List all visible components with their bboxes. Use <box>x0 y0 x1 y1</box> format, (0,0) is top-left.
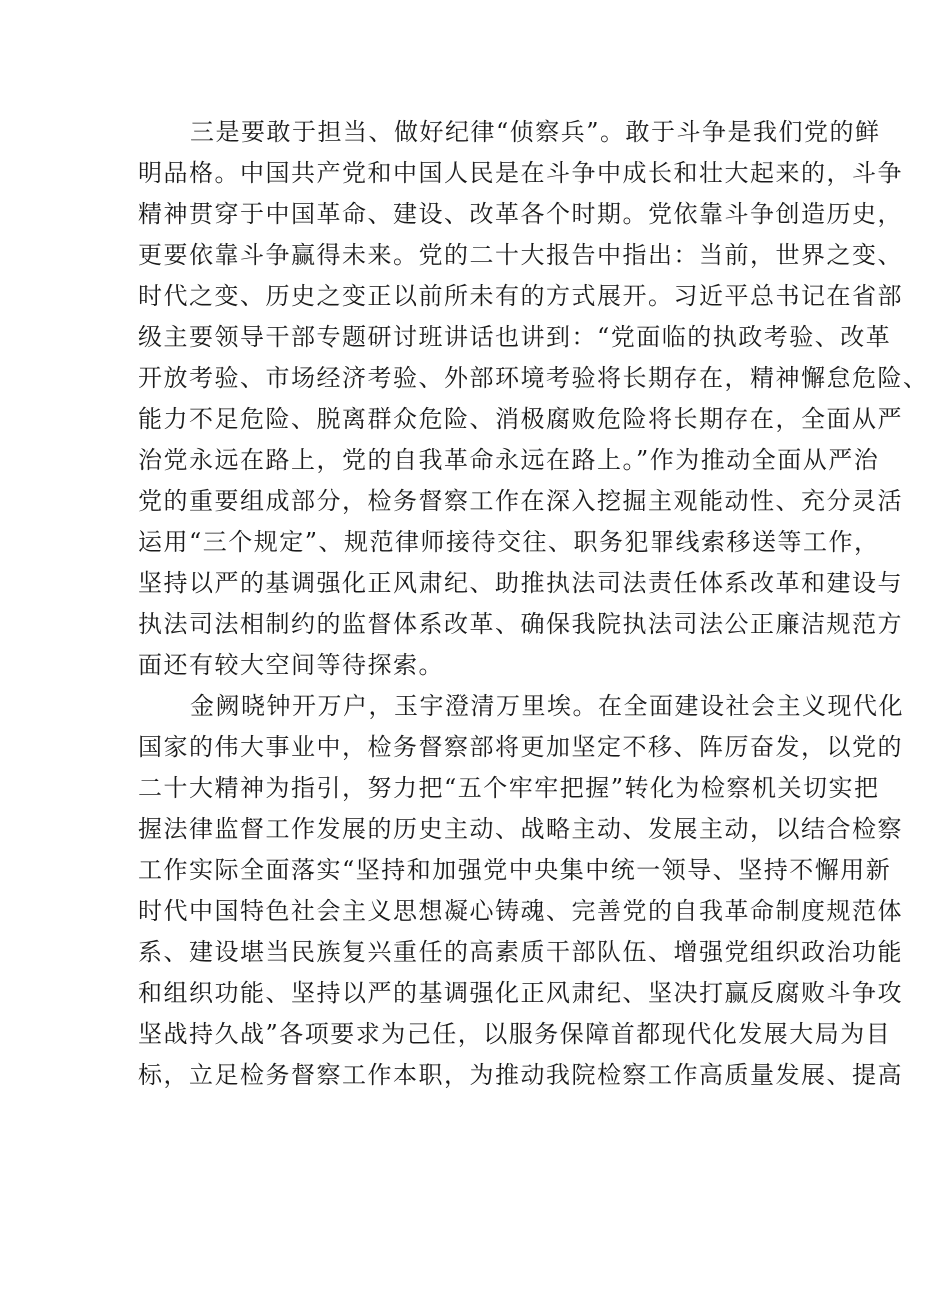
text-line: 明品格。中国共产党和中国人民是在斗争中成长和壮大起来的，斗争 <box>138 159 903 187</box>
text-line: 握法律监督工作发展的历史主动、战略主动、发展主动，以结合检察 <box>138 815 903 843</box>
text-line: 开放考验、市场经济考验、外部环境考验将长期存在，精神懈怠危险、 <box>138 364 929 392</box>
paragraph-2 <box>138 686 904 1096</box>
text-line: 坚持以严的基调强化正风肃纪、助推执法司法责任体系改革和建设与 <box>138 569 903 597</box>
text-line: 工作实际全面落实“坚持和加强党中央集中统一领导、坚持不懈用新 <box>138 856 892 884</box>
text-line: 国家的伟大事业中，检务督察部将更加坚定不移、阵厉奋发，以党的 <box>138 733 903 761</box>
text-line: 级主要领导干部专题研讨班讲话也讲到：“党面临的执政考验、改革 <box>138 323 892 351</box>
text-line: 能力不足危险、脱离群众危险、消极腐败危险将长期存在，全面从严 <box>138 405 903 433</box>
text-line: 精神贯穿于中国革命、建设、改革各个时期。党依靠斗争创造历史， <box>138 200 903 228</box>
text-line: 时代中国特色社会主义思想凝心铸魂、完善党的自我革命制度规范体 <box>138 897 903 925</box>
document-body <box>138 112 929 1096</box>
paragraph-1 <box>138 112 929 686</box>
text-line: 金阙晓钟开万户，玉宇澄清万里埃。在全面建设社会主义现代化 <box>190 692 904 720</box>
text-line: 坚战持久战”各项要求为己任，以服务保障首都现代化发展大局为目 <box>138 1020 892 1048</box>
text-line: 标，立足检务督察工作本职，为推动我院检察工作高质量发展、提高 <box>138 1061 903 1089</box>
text-line: 执法司法相制约的监督体系改革、确保我院执法司法公正廉洁规范方 <box>138 610 903 638</box>
text-line: 更要依靠斗争赢得未来。党的二十大报告中指出：当前，世界之变、 <box>138 241 903 269</box>
text-line: 和组织功能、坚持以严的基调强化正风肃纪、坚决打赢反腐败斗争攻 <box>138 979 903 1007</box>
text-line: 治党永远在路上，党的自我革命永远在路上。”作为推动全面从严治 <box>138 446 880 474</box>
text-line: 面还有较大空间等待探索。 <box>138 651 444 679</box>
text-line: 党的重要组成部分，检务督察工作在深入挖掘主观能动性、充分灵活 <box>138 487 903 515</box>
text-line: 运用“三个规定”、规范律师接待交往、职务犯罪线索移送等工作， <box>138 528 880 556</box>
text-line: 三是要敢于担当、做好纪律“侦察兵”。敢于斗争是我们党的鲜 <box>190 118 881 146</box>
text-line: 系、建设堪当民族复兴重任的高素质干部队伍、增强党组织政治功能 <box>138 938 903 966</box>
text-line: 二十大精神为指引，努力把“五个牢牢把握”转化为检察机关切实把 <box>138 774 880 802</box>
text-line: 时代之变、历史之变正以前所未有的方式展开。习近平总书记在省部 <box>138 282 903 310</box>
